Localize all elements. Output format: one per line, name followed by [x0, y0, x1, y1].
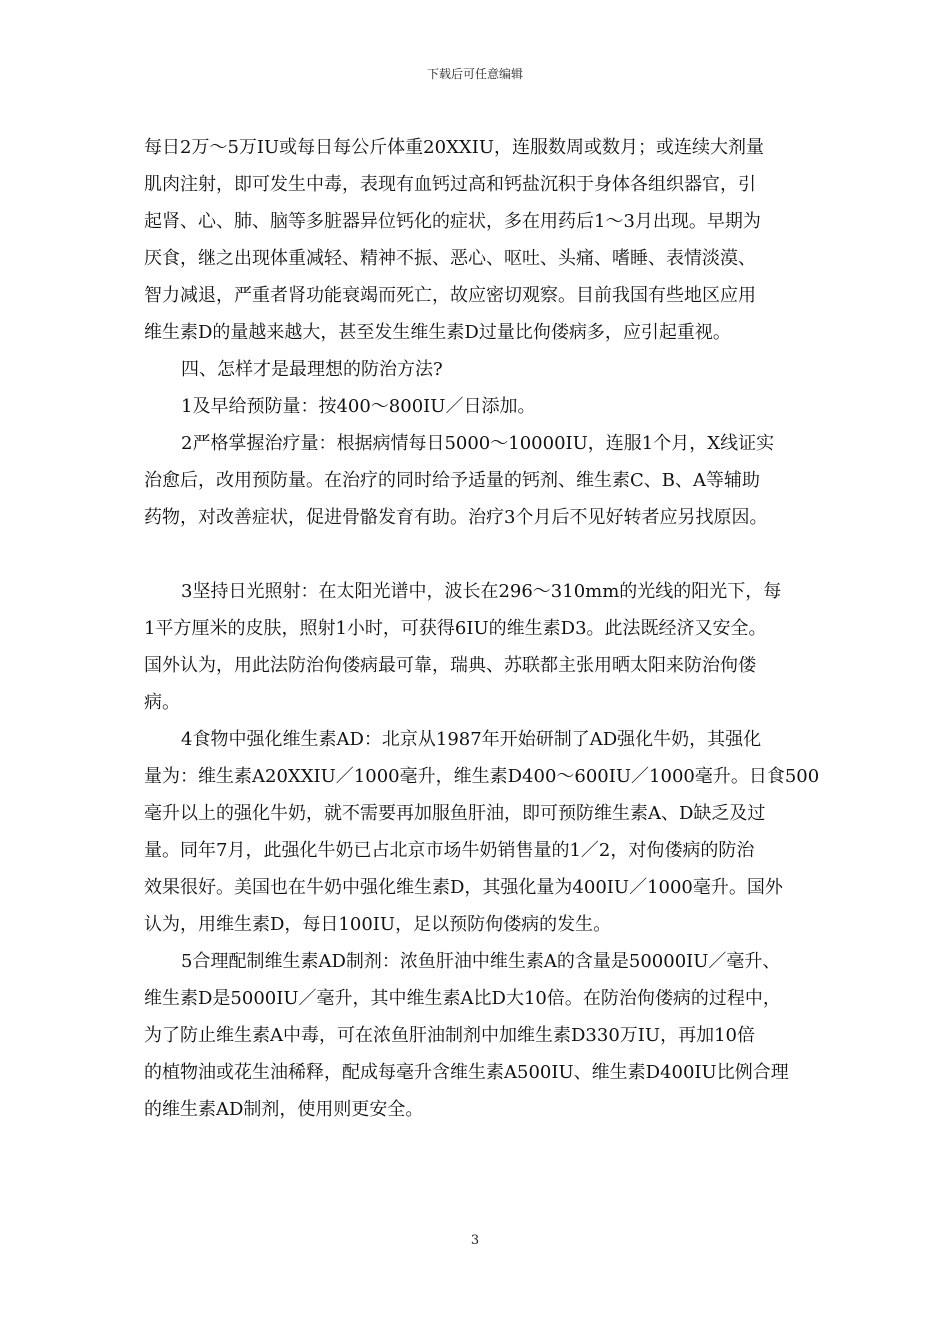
- text-line: 效果很好。美国也在牛奶中强化维生素D，其强化量为400IU／1000毫升。国外: [144, 877, 783, 898]
- text-line: 5合理配制维生素AD制剂：浓鱼肝油中维生素A的含量是50000IU／毫升、: [181, 951, 781, 972]
- text-line: 1及早给预防量：按400～800IU／日添加。: [181, 396, 536, 417]
- text-line: 认为，用维生素D，每日100IU，足以预防佝偻病的发生。: [144, 914, 612, 935]
- paragraph-spacer: [144, 536, 810, 573]
- page-number: 3: [470, 1233, 480, 1248]
- text-line: 量为：维生素A20XXIU／1000毫升，维生素D400～600IU／1000毫升。日食500: [144, 766, 820, 787]
- paragraph-item-3: [144, 573, 810, 721]
- heading-line: 四、怎样才是最理想的防治方法?: [181, 359, 443, 380]
- text-line: 治愈后，改用预防量。在治疗的同时给予适量的钙剂、维生素C、B、A等辅助: [144, 470, 760, 491]
- text-line: 每日2万～5万IU或每日每公斤体重20XXIU，连服数周或数月；或连续大剂量: [144, 137, 764, 158]
- paragraph-item-4: [144, 721, 820, 943]
- text-line: 的维生素AD制剂，使用则更安全。: [144, 1099, 424, 1120]
- text-line: 1平方厘米的皮肤，照射1小时，可获得6IU的维生素D3。此法既经济又安全。: [144, 618, 767, 639]
- text-line: 的植物油或花生油稀释，配成每毫升含维生素A500IU、维生素D400IU比例合理: [144, 1062, 789, 1083]
- text-line: 肌肉注射，即可发生中毒，表现有血钙过高和钙盐沉积于身体各组织器官，引: [144, 174, 756, 195]
- text-line: 国外认为，用此法防治佝偻病最可靠，瑞典、苏联都主张用晒太阳来防治佝偻: [144, 655, 756, 676]
- text-line: 厌食，继之出现体重减轻、精神不振、恶心、呕吐、头痛、嗜睡、表情淡漠、: [144, 248, 756, 269]
- document-body: [144, 129, 820, 1128]
- text-line: 药物，对改善症状，促进骨骼发育有助。治疗3个月后不见好转者应另找原因。: [144, 507, 768, 528]
- text-line: 智力减退，严重者肾功能衰竭而死亡，故应密切观察。目前我国有些地区应用: [144, 285, 756, 306]
- text-line: 毫升以上的强化牛奶，就不需要再加服鱼肝油，即可预防维生素A、D缺乏及过: [144, 803, 766, 824]
- text-line: 3坚持日光照射：在太阳光谱中，波长在296～310mm的光线的阳光下，每: [181, 581, 782, 602]
- text-line: 病。: [144, 692, 180, 713]
- paragraph-item-1: [144, 388, 810, 425]
- text-line: 2严格掌握治疗量：根据病情每日5000～10000IU，连服1个月，X线证实: [181, 433, 775, 454]
- text-line: 量。同年7月，此强化牛奶已占北京市场牛奶销售量的1／2，对佝偻病的防治: [144, 840, 755, 861]
- paragraph-item-5: [144, 943, 810, 1128]
- text-line: 4食物中强化维生素AD：北京从1987年开始研制了AD强化牛奶，其强化: [181, 729, 762, 750]
- text-line: 维生素D是5000IU／毫升，其中维生素A比D大10倍。在防治佝偻病的过程中，: [144, 988, 781, 1009]
- page-header: 下载后可任意编辑: [426, 67, 523, 81]
- text-line: 为了防止维生素A中毒，可在浓鱼肝油制剂中加维生素D330万IU，再加10倍: [144, 1025, 755, 1046]
- paragraph-item-2: [144, 425, 810, 536]
- paragraph-vitamin-d-toxicity: [144, 129, 810, 351]
- section-heading: [144, 351, 810, 388]
- text-line: 维生素D的量越来越大，甚至发生维生素D过量比佝偻病多，应引起重视。: [144, 322, 731, 343]
- text-line: 起肾、心、肺、脑等多脏器异位钙化的症状，多在用药后1～3月出现。早期为: [144, 211, 761, 232]
